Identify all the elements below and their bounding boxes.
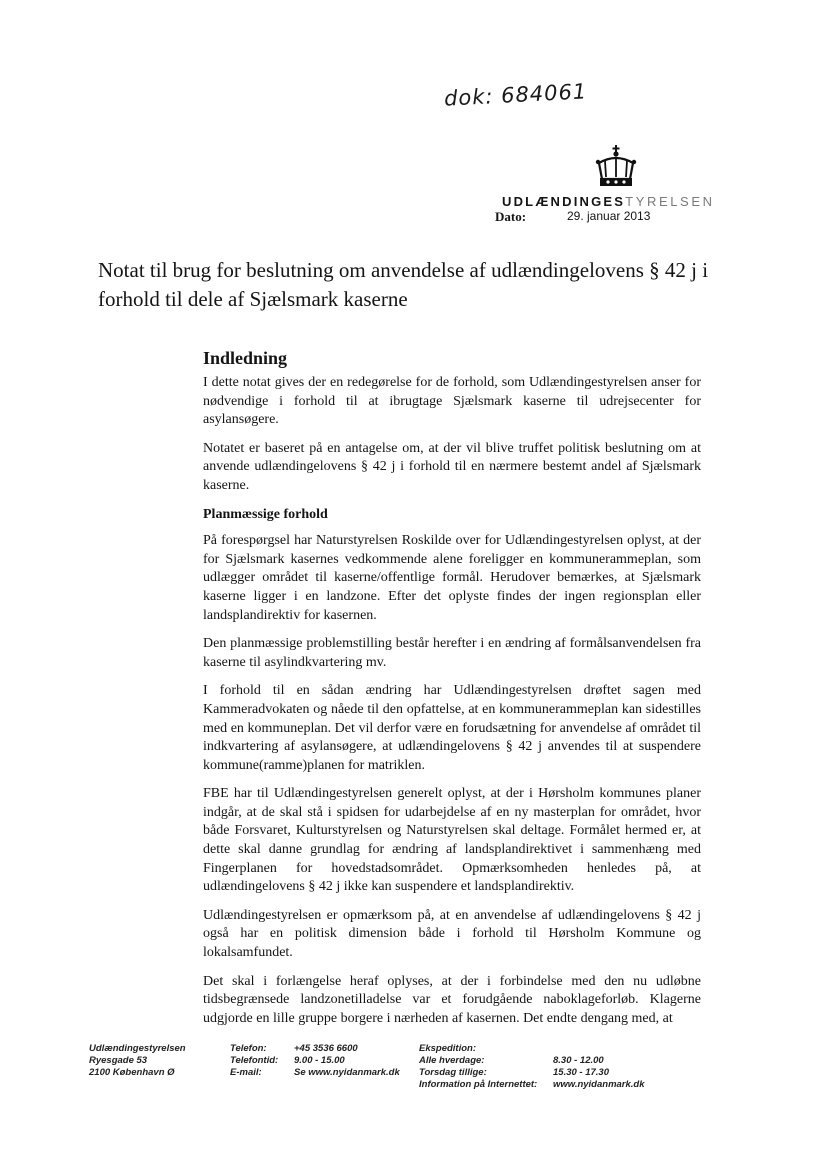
footer-city: 2100 København Ø: [89, 1067, 175, 1078]
agency-name: [502, 194, 715, 209]
date-row: [495, 209, 651, 225]
footer-phone-value: +45 3536 6600: [294, 1043, 358, 1054]
paragraph: FBE har til Udlændingestyrelsen generelt oplyst, at der i Hørsholm kommunes planer indgår, at de skal stå i spidsen for udarbejdelse af en ny masterplan for området, hvor både Forsvaret, Kulturstyrelsen og Naturstyrelsen skal deltage. Formålet hermed er, at dette skal danne grundlag for ændring af landsplandirektivet i sammenhæng med Fingerplanen for hovedstadsområdet. Opmærksomheden henledes på, at udlændingelovens § 42 j ikke kan suspendere et landsplandirektiv.: [203, 786, 701, 895]
footer-phone-hours-value: 9.00 - 15.00: [294, 1055, 345, 1066]
section-heading-plan: Planmæssige forhold: [203, 506, 328, 522]
agency-name-faint: TYRELSEN: [625, 194, 715, 209]
document-body: [203, 347, 701, 1038]
footer-phone-hours-label: Telefontid:: [230, 1055, 279, 1066]
footer-address: [89, 1043, 186, 1079]
date-value: 29. januar 2013: [567, 209, 651, 223]
paragraph: I dette notat gives der en redegørelse for de forhold, som Udlændingestyrelsen anser for nødvendige i forhold til at ibrugtage Sjælsmark kaserne til udrejsecenter for asylansøgere.: [203, 375, 701, 428]
paragraph: Den planmæssige problemstilling består herefter i en ændring af formålsanvendelsen fra kaserne til asylindkvartering mv.: [203, 636, 701, 670]
footer-org: Udlændingestyrelsen: [89, 1043, 186, 1054]
footer-thursday-label: Torsdag tillige:: [419, 1067, 487, 1078]
footer-expedition-label: Ekspedition:: [419, 1043, 477, 1054]
paragraph: Det skal i forlængelse heraf oplyses, at der i forbindelse med den nu udløbne tidsbegrænsede landzonetilladelse var et forudgående naboklageforløb. Klagerne udgjorde en lille gruppe borgere i nærheden af kasernen. Det endte dengang med, at: [203, 973, 701, 1026]
footer-contact-values: [294, 1043, 400, 1079]
date-label: Dato:: [495, 209, 527, 224]
footer-contact-labels: [230, 1043, 278, 1079]
footer-expedition-values: [553, 1043, 645, 1091]
footer-info-value: www.nyidanmark.dk: [553, 1079, 645, 1090]
footer-phone-label: Telefon:: [230, 1043, 267, 1054]
paragraph: I forhold til en sådan ændring har Udlændingestyrelsen drøftet sagen med Kammeradvokaten og nåede til den opfattelse, at en kommunerammeplan kan sidestilles med en kommuneplan. Det vil derfor være en forudsætning for anvendelse af området til indkvartering af asylansøgere, at udlændingelovens § 42 j anvendes til at suspendere kommune(ramme)planen for matriklen.: [203, 683, 701, 773]
paragraph: Notatet er baseret på en antagelse om, at der vil blive truffet politisk beslutning om at anvende udlændingelovens § 42 j i forhold til en nærmere bestemt andel af Sjælsmark kaserne.: [203, 440, 701, 493]
footer-street: Ryesgade 53: [89, 1055, 148, 1066]
footer-weekdays-label: Alle hverdage:: [419, 1055, 485, 1066]
footer-expedition-labels: [419, 1043, 537, 1091]
crown-logo-icon: [594, 144, 638, 190]
handwritten-document-number: dok: 684061: [443, 79, 588, 111]
footer-email-label: E-mail:: [230, 1067, 262, 1078]
paragraph: Udlændingestyrelsen er opmærksom på, at en anvendelse af udlændingelovens § 42 j også har en politisk dimension både i forhold til Hørsholm Kommune og lokalsamfundet.: [203, 907, 701, 961]
footer-thursday-value: 15.30 - 17.30: [553, 1067, 609, 1078]
footer-weekdays-value: 8.30 - 12.00: [553, 1055, 604, 1066]
footer-info-label: Information på Internettet:: [419, 1079, 538, 1090]
agency-name-bold: UDLÆNDINGES: [502, 194, 626, 209]
letterhead-footer: [0, 1043, 828, 1103]
footer-email-value: Se www.nyidanmark.dk: [294, 1067, 400, 1078]
document-title: Notat til brug for beslutning om anvendelse af udlændingelovens § 42 j i forhold til dele af Sjælsmark kaserne: [98, 258, 709, 311]
paragraph: På forespørgsel har Naturstyrelsen Roskilde over for Udlændingestyrelsen oplyst, at der for Sjælsmark kasernes vedkommende alene foreligger en kommunerammeplan, som udlægger området til kaserne/offentlige formål. Herudover bemærkes, at Sjælsmark kaserne ligger i en landzone. Efter det oplyste findes der ingen regionsplan eller landsplandirektiv for kasernen.: [203, 533, 701, 623]
section-heading-intro: Indledning: [203, 348, 288, 368]
